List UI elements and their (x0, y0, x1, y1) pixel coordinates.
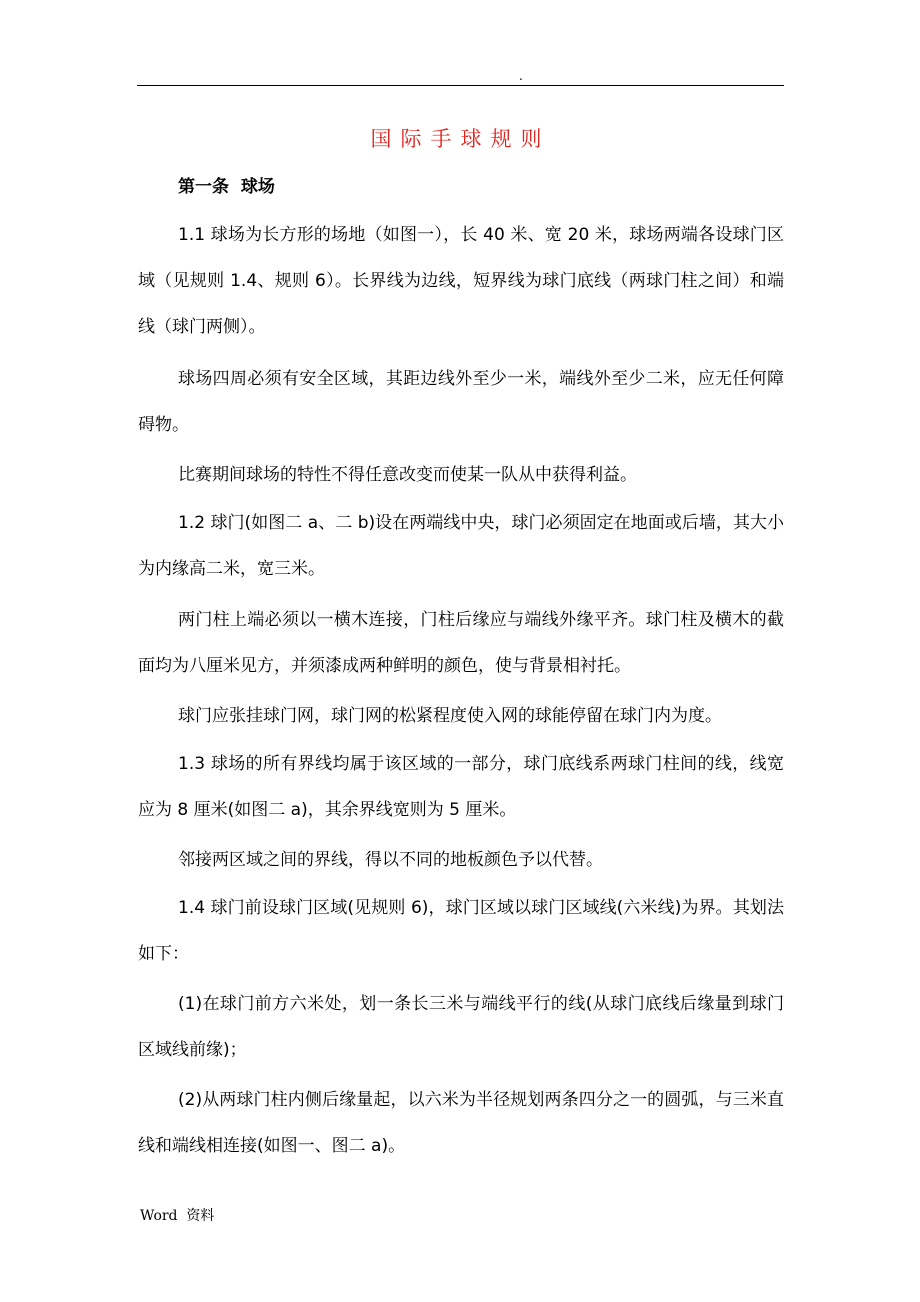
paragraph: (1)在球门前方六米处，划一条长三米与端线平行的线(从球门底线后缘量到球门区域线前缘)； (138, 994, 784, 1060)
paragraph: 1.4 球门前设球门区域(见规则 6)，球门区域以球门区域线(六米线)为界。其划法如下： (138, 898, 784, 964)
page-footer: Word 资料 (140, 1208, 215, 1224)
header-rule (137, 85, 784, 86)
paragraph: 1.2 球门(如图二 a、二 b)设在两端线中央，球门必须固定在地面或后墙，其大小为内缘高二米，宽三米。 (138, 513, 784, 579)
paragraph: 两门柱上端必须以一横木连接，门柱后缘应与端线外缘平齐。球门柱及横木的截面均为八厘米见方，并须漆成两种鲜明的颜色，使与背景相衬托。 (138, 610, 784, 676)
document-title: 国际手球规则 (370, 127, 551, 151)
paragraph: 邻接两区域之间的界线，得以不同的地板颜色予以代替。 (178, 850, 603, 870)
paragraph: (2)从两球门柱内侧后缘量起，以六米为半径规划两条四分之一的圆弧，与三米直线和端线相连接(如图一、图二 a)。 (138, 1090, 784, 1156)
paragraph: 1.1 球场为长方形的场地（如图一），长 40 米、宽 20 米，球场两端各设球门区域（见规则 1.4、规则 6）。长界线为边线，短界线为球门底线（两球门柱之间）和端线（球门两侧）。 (138, 225, 784, 337)
paragraph: 比赛期间球场的特性不得任意改变而使某一队从中获得利益。 (178, 465, 637, 485)
paragraph: 球场四周必须有安全区域，其距边线外至少一米，端线外至少二米，应无任何障碍物。 (138, 369, 784, 435)
section-heading: 第一条 球场 (178, 177, 275, 197)
paragraph: 球门应张挂球门网，球门网的松紧程度使入网的球能停留在球门内为度。 (178, 706, 722, 726)
paragraph: 1.3 球场的所有界线均属于该区域的一部分，球门底线系两球门柱间的线，线宽应为 8 厘米(如图二 a)，其余界线宽则为 5 厘米。 (138, 754, 784, 820)
header-mark: . (519, 69, 523, 83)
